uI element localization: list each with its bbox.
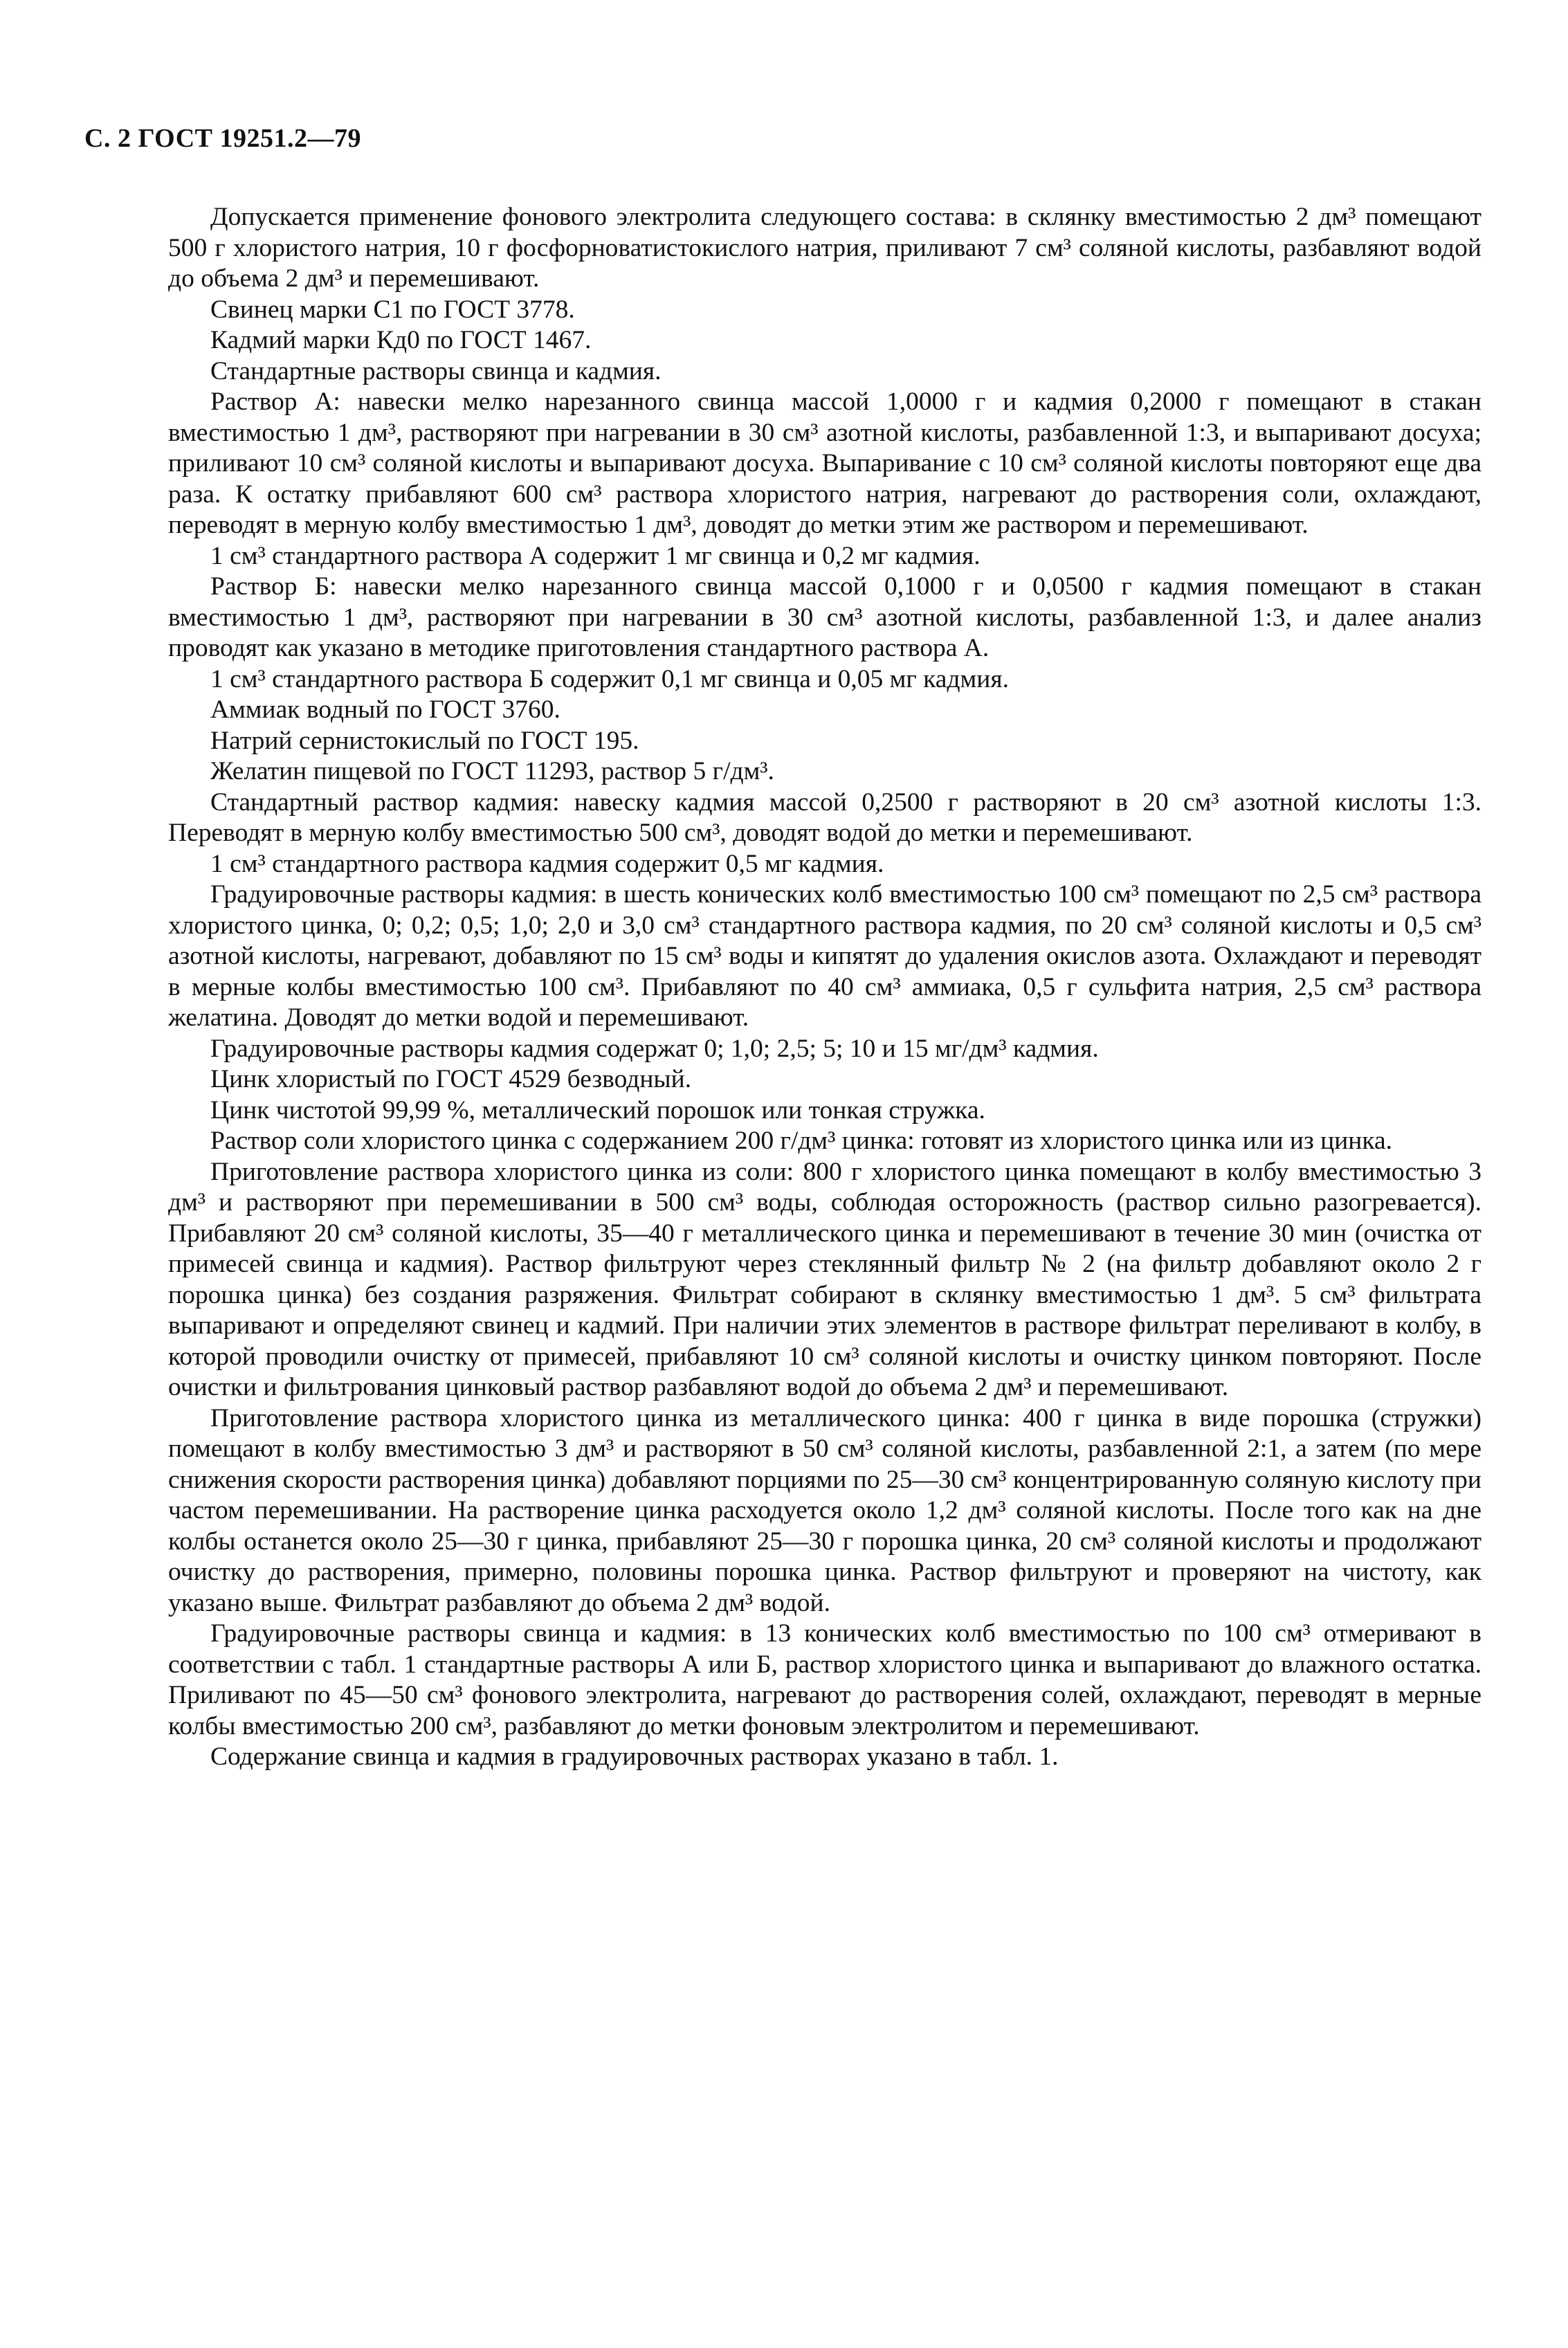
paragraph: Приготовление раствора хлористого цинка из соли: 800 г хлористого цинка помещают в колбу вместимостью 3 дм³ и растворяют при перемешивании в 500 см³ воды, соблюдая осторожность (раствор сильно разогревается). Прибавляют 20 см³ соляной кислоты, 35—40 г металлического цинка и перемешивают в течение 30 мин (очистка от примесей свинца и кадмия). Раствор фильтруют через стеклянный фильтр № 2 (на фильтр добавляют около 2 г порошка цинка) без создания разряжения. Фильтрат собирают в склянку вместимостью 1 дм³. 5 см³ фильтрата выпаривают и определяют свинец и кадмий. При наличии этих элементов в растворе фильтрат переливают в колбу, в которой проводили очистку от примесей, прибавляют 10 см³ соляной кислоты и очистку цинком повторяют. После очистки и фильтрования цинковый раствор разбавляют водой до объема 2 дм³ и перемешивают.	[168, 1157, 1482, 1401]
paragraph: Желатин пищевой по ГОСТ 11293, раствор 5 г/дм³.	[210, 757, 774, 785]
document-body	[168, 202, 1482, 1773]
paragraph: Свинец марки С1 по ГОСТ 3778.	[210, 295, 575, 324]
paragraph: Цинк чистотой 99,99 %, металлический порошок или тонкая стружка.	[210, 1095, 985, 1125]
paragraph: Приготовление раствора хлористого цинка из металлического цинка: 400 г цинка в виде порошка (стружки) помещают в колбу вместимостью 3 дм³ и растворяют в 50 см³ соляной кислоты, разбавленной 2:1, а затем (по мере снижения скорости растворения цинка) добавляют порциями по 25—30 см³ концентрированную соляную кислоту при частом перемешивании. На растворение цинка расходуется около 1,2 дм³ соляной кислоты. После того как на дне колбы останется около 25—30 г цинка, прибавляют 25—30 г порошка цинка, 20 см³ соляной кислоты и продолжают очистку до растворения, примерно, половины порошка цинка. Раствор фильтруют и проверяют на чистоту, как указано выше. Фильтрат разбавляют до объема 2 дм³ водой.	[168, 1403, 1482, 1617]
paragraph: Содержание свинца и кадмия в градуировочных растворах указано в табл. 1.	[210, 1742, 1059, 1771]
paragraph: Раствор А: навески мелко нарезанного свинца массой 1,0000 г и кадмия 0,2000 г помещают в стакан вместимостью 1 дм³, растворяют при нагревании в 30 см³ азотной кислоты, разбавленной 1:3, и выпаривают досуха; приливают 10 см³ соляной кислоты и выпаривают досуха. Выпаривание с 10 см³ соляной кислоты повторяют еще два раза. К остатку прибавляют 600 см³ раствора хлористого натрия, нагревают до растворения соли, охлаждают, переводят в мерную колбу вместимостью 1 дм³, доводят до метки этим же раствором и перемешивают.	[168, 388, 1482, 539]
paragraph: Градуировочные растворы кадмия: в шесть конических колб вместимостью 100 см³ помещают по 2,5 см³ раствора хлористого цинка, 0; 0,2; 0,5; 1,0; 2,0 и 3,0 см³ стандартного раствора кадмия, по 20 см³ соляной кислоты и 0,5 см³ азотной кислоты, нагревают, добавляют по 15 см³ воды и кипятят до удаления окислов азота. Охлаждают и переводят в мерные колбы вместимостью 100 см³. Прибавляют по 40 см³ аммиака, 0,5 г сульфита натрия, 2,5 см³ раствора желатина. Доводят до метки водой и перемешивают.	[168, 880, 1482, 1032]
page-header: С. 2 ГОСТ 19251.2—79	[84, 124, 361, 153]
paragraph: 1 см³ стандартного раствора А содержит 1 мг свинца и 0,2 мг кадмия.	[210, 541, 981, 570]
paragraph: Аммиак водный по ГОСТ 3760.	[210, 695, 560, 724]
paragraph: Раствор соли хлористого цинка с содержанием 200 г/дм³ цинка: готовят из хлористого цинка или из цинка.	[210, 1127, 1393, 1155]
paragraph: Стандартные растворы свинца и кадмия.	[210, 356, 662, 385]
paragraph: 1 см³ стандартного раствора кадмия содержит 0,5 мг кадмия.	[210, 849, 884, 878]
paragraph: Кадмий марки Кд0 по ГОСТ 1467.	[210, 326, 592, 354]
paragraph: Стандартный раствор кадмия: навеску кадмия массой 0,2500 г растворяют в 20 см³ азотной кислоты 1:3. Переводят в мерную колбу вместимостью 500 см³, доводят водой до метки и перемешивают.	[168, 788, 1482, 847]
paragraph: Градуировочные растворы свинца и кадмия: в 13 конических колб вместимостью по 100 см³ отмеривают в соответствии с табл. 1 стандартные растворы А или Б, раствор хлористого цинка и выпаривают до влажного остатка. Приливают по 45—50 см³ фонового электролита, нагревают до растворения солей, охлаждают, переводят в мерные колбы вместимостью 200 см³, разбавляют до метки фоновым электролитом и перемешивают.	[168, 1619, 1482, 1740]
paragraph: Градуировочные растворы кадмия содержат 0; 1,0; 2,5; 5; 10 и 15 мг/дм³ кадмия.	[210, 1034, 1099, 1063]
paragraph: 1 см³ стандартного раствора Б содержит 0,1 мг свинца и 0,05 мг кадмия.	[210, 664, 1009, 693]
paragraph: Раствор Б: навески мелко нарезанного свинца массой 0,1000 г и 0,0500 г кадмия помещают в стакан вместимостью 1 дм³, растворяют при нагревании в 30 см³ азотной кислоты, разбавленной 1:3, и далее анализ проводят как указано в методике приготовления стандартного раствора А.	[168, 572, 1482, 662]
paragraph: Цинк хлористый по ГОСТ 4529 безводный.	[210, 1065, 692, 1093]
paragraph: Допускается применение фонового электролита следующего состава: в склянку вместимостью 2 дм³ помещают 500 г хлористого натрия, 10 г фосфорноватистокислого натрия, приливают 7 см³ соляной кислоты, разбавляют водой до объема 2 дм³ и перемешивают.	[168, 203, 1482, 293]
paragraph: Натрий сернистокислый по ГОСТ 195.	[210, 726, 639, 755]
